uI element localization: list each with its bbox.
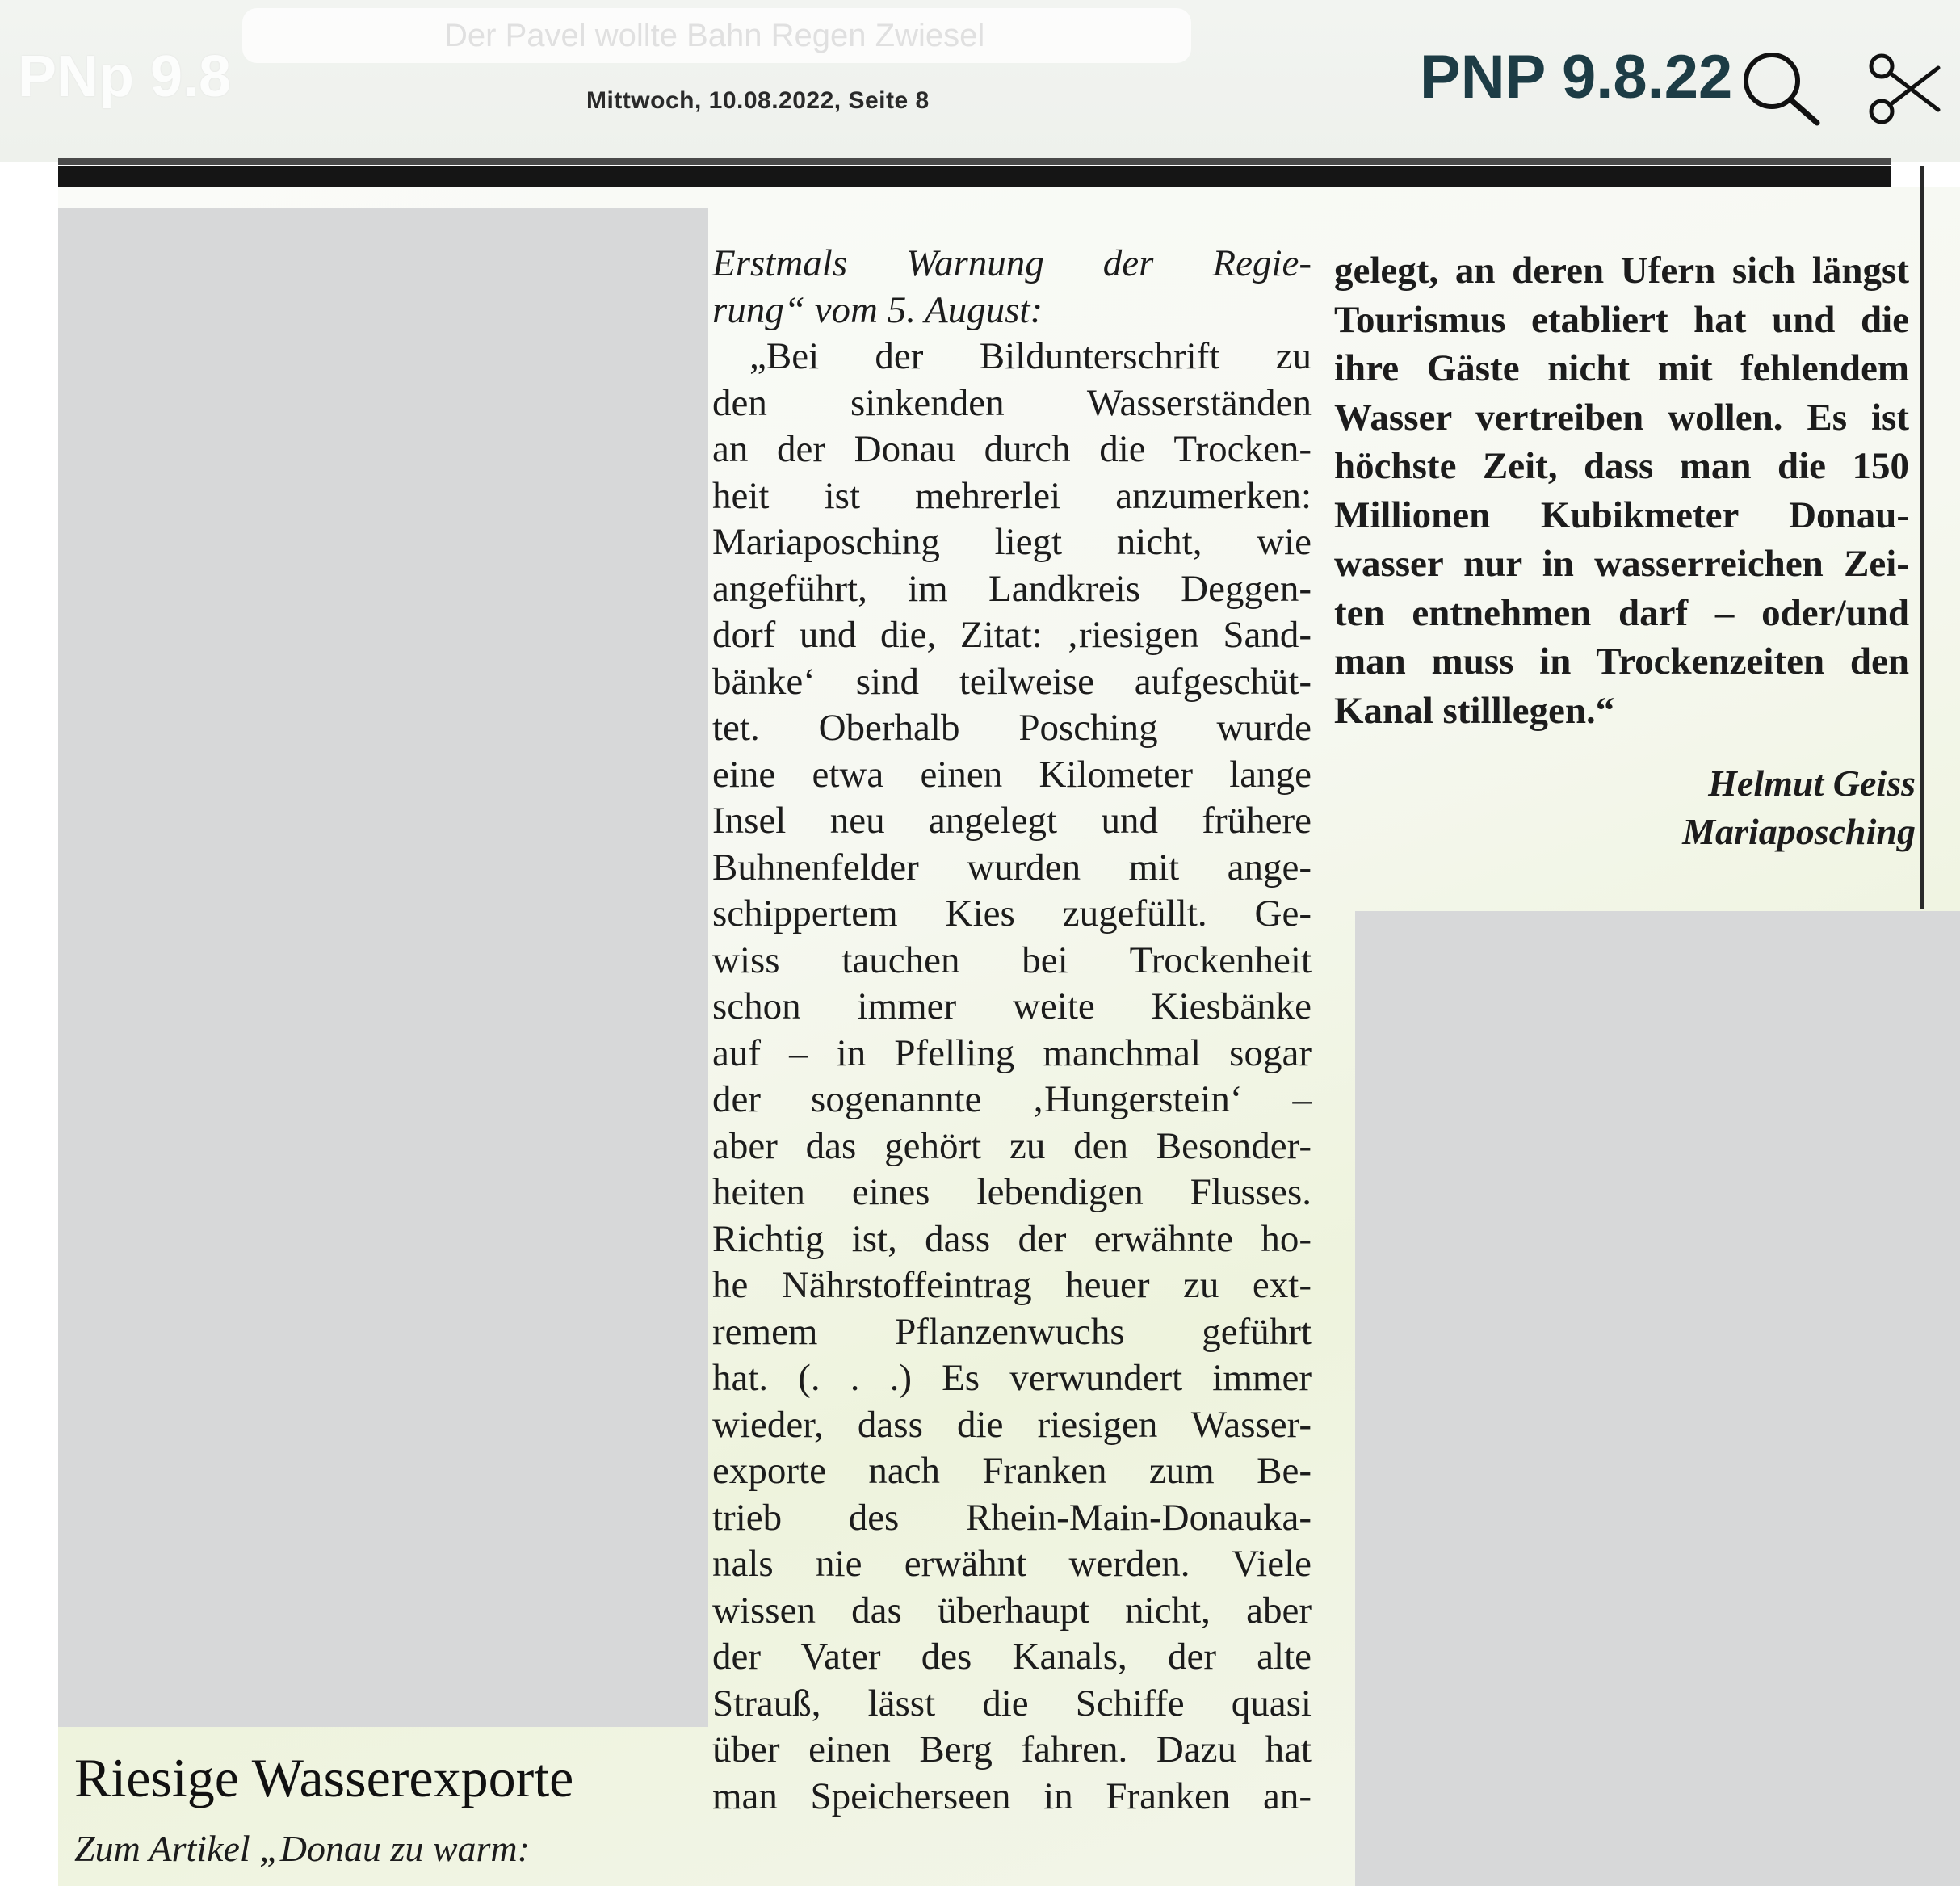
- article-line: Kanal stilllegen.“: [1334, 689, 1615, 732]
- article-line: wiss tauchen bei Trockenheit: [712, 939, 1312, 981]
- article-line: rung“ vom 5. August:: [712, 288, 1043, 331]
- redacted-region-left: [58, 208, 708, 1727]
- article-subhead: Zum Artikel „Donau zu warm:: [74, 1828, 530, 1869]
- article-line: man Speicherseen in Franken an-: [712, 1775, 1312, 1817]
- article-headline: Riesige Wasserexporte: [74, 1747, 574, 1808]
- faint-overlay-label: PNp 9.8: [18, 44, 232, 109]
- header-rule-thick: [58, 166, 1891, 187]
- article-line: Erstmals Warnung der Regie-: [712, 242, 1312, 284]
- article-line: an der Donau durch die Trocken-: [712, 428, 1312, 470]
- article-line: Millionen Kubikmeter Donau-: [1334, 494, 1909, 536]
- search-text-faint[interactable]: Der Pavel wollte Bahn Regen Zwiesel: [242, 8, 1191, 63]
- article-column-middle: [712, 241, 1312, 1820]
- article-line: Tourismus etabliert hat und die: [1334, 298, 1909, 341]
- article-line: gelegt, an deren Ufern sich längst: [1334, 250, 1909, 292]
- article-line: wieder, dass die riesigen Wasser-: [712, 1403, 1312, 1446]
- article-line: schippertem Kies zugefüllt. Ge-: [712, 893, 1312, 935]
- article-line: Wasser vertreiben wollen. Es ist: [1334, 396, 1909, 439]
- article-line: ten entnehmen darf – oder/und: [1334, 591, 1909, 634]
- clip-label: PNP 9.8.22: [1420, 43, 1733, 111]
- article-line: tet. Oberhalb Posching wurde: [712, 707, 1312, 749]
- article-line: dorf und die, Zitat: ‚riesigen Sand-: [712, 614, 1312, 656]
- article-line: wissen das überhaupt nicht, aber: [712, 1589, 1312, 1632]
- author-place: Mariaposching: [1682, 811, 1916, 852]
- article-line: angeführt, im Landkreis Deggen-: [712, 567, 1312, 610]
- article-line: auf – in Pfelling manchmal sogar: [712, 1031, 1312, 1074]
- article-line: Strauß, lässt die Schiffe quasi: [712, 1682, 1312, 1724]
- article-line: schon immer weite Kiesbänke: [712, 985, 1312, 1027]
- article-line: heit ist mehrerlei anzumerken:: [712, 474, 1312, 517]
- article-line: heiten eines lebendigen Flusses.: [712, 1171, 1312, 1213]
- article-line: trieb des Rhein-Main-Donauka-: [712, 1496, 1312, 1539]
- article-line: nals nie erwähnt werden. Viele: [712, 1543, 1312, 1585]
- article-line: Insel neu angelegt und frühere: [712, 800, 1312, 842]
- article-line: über einen Berg fahren. Dazu hat: [712, 1728, 1312, 1770]
- dateline: Mittwoch, 10.08.2022, Seite 8: [586, 87, 930, 114]
- author-signature: [1373, 759, 1916, 856]
- article-line: der sogenannte ‚Hungerstein‘ –: [712, 1078, 1312, 1120]
- article-line: der Vater des Kanals, der alte: [712, 1636, 1312, 1678]
- article-line: man muss in Trockenzeiten den: [1334, 641, 1909, 683]
- article-line: remem Pflanzenwuchs geführt: [712, 1310, 1312, 1353]
- redacted-region-right: [1355, 911, 1960, 1886]
- article-line: aber das gehört zu den Besonder-: [712, 1124, 1312, 1167]
- article-line: exporte nach Franken zum Be-: [712, 1450, 1312, 1492]
- article-line: eine etwa einen Kilometer lange: [712, 753, 1312, 796]
- article-line: „Bei der Bildunterschrift zu: [749, 335, 1312, 377]
- article-line: Mariaposching liegt nicht, wie: [712, 521, 1312, 563]
- search-icon[interactable]: [1736, 47, 1825, 128]
- article-line: hat. (. . .) Es verwundert immer: [712, 1357, 1312, 1399]
- article-line: wasser nur in wasserreichen Zei-: [1334, 543, 1909, 585]
- article-line: he Nährstoffeintrag heuer zu ext-: [712, 1264, 1312, 1306]
- header-rule-thin: [58, 158, 1891, 165]
- page-edge-line: [1920, 166, 1924, 909]
- article-line: ihre Gäste nicht mit fehlendem: [1334, 347, 1909, 389]
- article-line: den sinkenden Wasserständen: [712, 381, 1312, 424]
- author-name: Helmut Geiss: [1708, 762, 1916, 804]
- article-line: Richtig ist, dass der erwähnte ho-: [712, 1217, 1312, 1260]
- article-line: Buhnenfelder wurden mit ange-: [712, 846, 1312, 888]
- article-line: bänke‘ sind teilweise aufgeschüt-: [712, 660, 1312, 703]
- article-line: höchste Zeit, dass man die 150: [1334, 445, 1909, 487]
- scissors-icon[interactable]: [1866, 50, 1943, 128]
- article-column-right: [1334, 246, 1909, 735]
